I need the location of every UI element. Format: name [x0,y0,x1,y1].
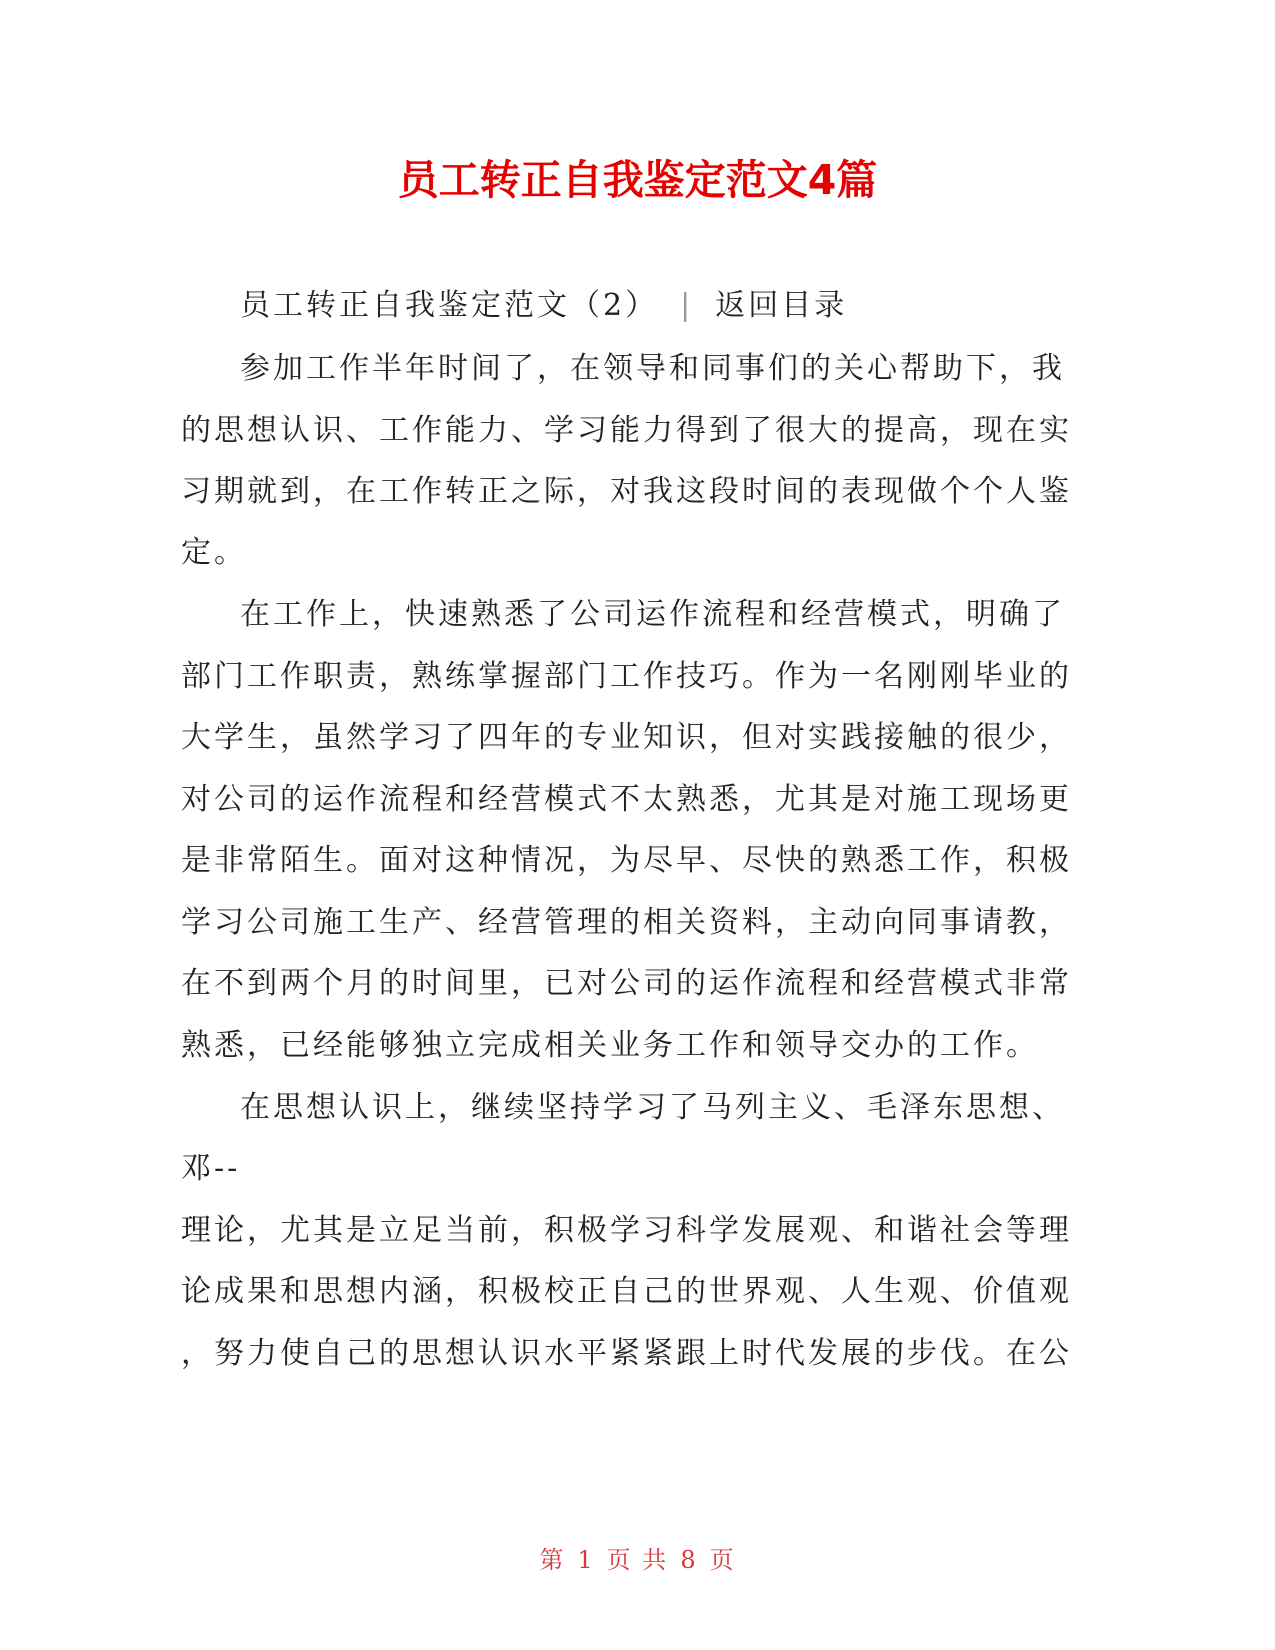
paragraph-line: 熟悉，已经能够独立完成相关业务工作和领导交办的工作。 [181,1028,1039,1063]
paragraph-line: 对公司的运作流程和经营模式不太熟悉，尤其是对施工现场更 [181,782,1072,817]
paragraph-line: 论成果和思想内涵，积极校正自己的世界观、人生观、价值观 [181,1274,1072,1309]
paragraph-line: 习期就到，在工作转正之际，对我这段时间的表现做个个人鉴 [181,474,1072,509]
current-page-number: 1 [577,1546,595,1574]
paragraph-line: 在不到两个月的时间里，已对公司的运作流程和经营模式非常 [181,966,1072,1001]
total-pages-number: 8 [680,1546,698,1574]
paragraph-line: 学习公司施工生产、经营管理的相关资料，主动向同事请教， [181,905,1072,940]
paragraph-line: 定。 [181,535,247,570]
separator: | [680,288,694,323]
paragraph-line: 大学生，虽然学习了四年的专业知识，但对实践接触的很少， [181,720,1072,755]
paragraph-line: 在思想认识上，继续坚持学习了马列主义、毛泽东思想、 [240,1090,1065,1125]
footer-suffix: 页 [709,1546,736,1574]
paragraph-line: 在工作上，快速熟悉了公司运作流程和经营模式，明确了 [240,597,1065,632]
paragraph-line: 参加工作半年时间了，在领导和同事们的关心帮助下，我 [240,351,1065,386]
section-subheading: 员工转正自我鉴定范文（2） [240,288,659,323]
paragraph-line: 是非常陌生。面对这种情况，为尽早、尽快的熟悉工作，积极 [181,843,1072,878]
paragraph-line: ，努力使自己的思想认识水平紧紧跟上时代发展的步伐。在公 [181,1336,1072,1371]
document-title: 员工转正自我鉴定范文4篇 [397,156,878,204]
footer-prefix: 第 [539,1546,566,1574]
paragraph-line: 部门工作职责，熟练掌握部门工作技巧。作为一名刚刚毕业的 [181,659,1072,694]
paragraph-line: 的思想认识、工作能力、学习能力得到了很大的提高，现在实 [181,413,1072,448]
back-to-toc-link[interactable]: 返回目录 [715,288,848,323]
paragraph-line: 理论，尤其是立足当前，积极学习科学发展观、和谐社会等理 [181,1213,1072,1248]
section-heading [240,286,847,326]
paragraph-line: 邓-- [181,1151,241,1186]
footer-middle: 页 共 [606,1546,669,1574]
page-footer [0,1540,1275,1580]
